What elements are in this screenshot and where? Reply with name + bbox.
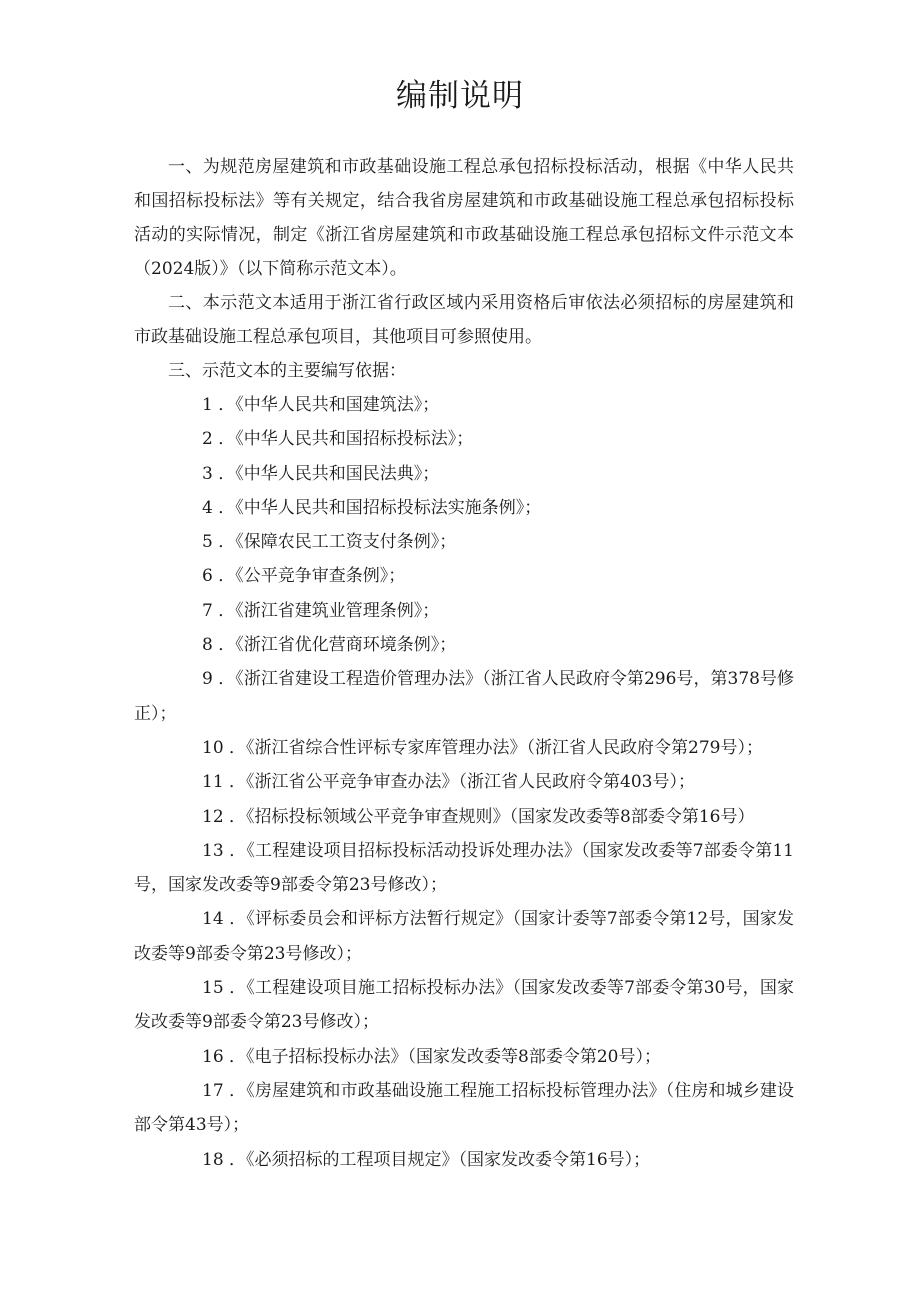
reference-text: 《中华人民共和国建筑法》； [235, 395, 440, 415]
reference-text: 《保障农民工工资支付条例》； [235, 532, 457, 553]
reference-separator: ． [212, 566, 236, 587]
reference-number: 13 [202, 840, 224, 861]
reference-separator: ． [223, 1149, 247, 1170]
reference-separator: ． [223, 909, 247, 930]
reference-item [134, 1040, 794, 1074]
reference-item [134, 628, 794, 662]
reference-text: 《房屋建筑和市政基础设施工程施工招标投标管理办法》（住房和城乡建设部令第43号）； [134, 1080, 795, 1136]
reference-number: 2 [202, 429, 213, 450]
reference-item [134, 834, 794, 903]
reference-text: 《必须招标的工程项目规定》（国家发改委令第16号）； [246, 1149, 651, 1170]
paragraph-purpose: 一、为规范房屋建筑和市政基础设施工程总承包招标投标活动，根据《中华人民共和国招标投标法》等有关规定，结合我省房屋建筑和市政基础设施工程总承包招标投标活动的实际情况，制定《浙江省房屋建筑和市政基础设施工程总承包招标文件示范文本（2024版）》（以下简称示范文本）。 [134, 157, 794, 279]
reference-number: 4 [202, 497, 213, 518]
reference-number: 18 [202, 1149, 224, 1170]
reference-text: 《浙江省优化营商环境条例》； [235, 635, 457, 656]
reference-number: 8 [202, 635, 213, 656]
reference-number: 5 [202, 532, 213, 553]
reference-text: 《浙江省公平竞争审查办法》（浙江省人民政府令第403号）； [246, 772, 695, 793]
reference-item [134, 662, 794, 731]
reference-separator: ． [223, 1080, 247, 1101]
reference-text: 《浙江省建设工程造价管理办法》（浙江省人民政府令第296号，第378号修正）； [134, 669, 794, 724]
reference-number: 12 [202, 806, 224, 827]
reference-separator: ． [223, 737, 247, 758]
reference-separator: ． [212, 635, 236, 656]
reference-list [134, 388, 794, 1177]
reference-item [134, 559, 794, 593]
reference-separator: ． [223, 840, 247, 861]
reference-separator: ． [223, 772, 247, 793]
reference-text: 《评标委员会和评标方法暂行规定》（国家计委等7部委令第12号，国家发改委等9部委令第23号修改）； [134, 909, 794, 964]
reference-text: 《浙江省综合性评标专家库管理办法》（浙江省人民政府令第279号）； [246, 737, 763, 758]
reference-item [134, 422, 794, 456]
document-body [134, 150, 794, 1177]
reference-text: 《中华人民共和国招标投标法》； [235, 429, 474, 450]
reference-item [134, 902, 794, 971]
paragraph-basis-heading: 三、示范文本的主要编写依据： [168, 361, 406, 381]
reference-separator: ． [212, 532, 236, 553]
reference-item [134, 525, 794, 559]
reference-item [134, 731, 794, 765]
reference-number: 10 [202, 737, 224, 758]
reference-item [134, 971, 794, 1040]
reference-number: 14 [202, 909, 224, 930]
reference-separator: ． [223, 806, 247, 827]
reference-item [134, 594, 794, 628]
reference-separator: ． [212, 600, 236, 621]
reference-text: 《招标投标领域公平竞争审查规则》（国家发改委等8部委令第16号） [246, 806, 755, 827]
reference-item [134, 800, 794, 834]
reference-separator: ． [212, 463, 236, 484]
reference-number: 3 [202, 463, 213, 484]
reference-number: 9 [202, 669, 213, 690]
reference-item [134, 1074, 794, 1143]
reference-separator: ． [223, 978, 247, 999]
reference-text: 《浙江省建筑业管理条例》； [235, 600, 440, 621]
reference-text: 《公平竞争审查条例》； [235, 566, 406, 587]
reference-item [134, 491, 794, 525]
reference-number: 7 [202, 600, 213, 621]
reference-separator: ． [223, 1046, 247, 1067]
reference-number: 1 [202, 395, 213, 415]
reference-separator: ． [212, 669, 236, 690]
reference-separator: ． [212, 429, 236, 450]
reference-number: 11 [202, 772, 224, 793]
reference-separator: ． [212, 395, 236, 415]
reference-number: 17 [202, 1080, 224, 1101]
reference-item [134, 457, 794, 491]
reference-text: 《工程建设项目施工招标投标办法》（国家发改委等7部委令第30号，国家发改委等9部委令第23号修改）； [134, 978, 794, 1033]
reference-number: 16 [202, 1046, 224, 1067]
reference-text: 《工程建设项目招标投标活动投诉处理办法》（国家发改委等7部委令第11号，国家发改委等9部委令第23号修改）； [134, 840, 794, 896]
paragraph-scope: 二、本示范文本适用于浙江省行政区域内采用资格后审依法必须招标的房屋建筑和市政基础设施工程总承包项目，其他项目可参照使用。 [134, 293, 794, 347]
reference-number: 15 [202, 978, 224, 999]
reference-item [134, 1143, 794, 1177]
page-title: 编制说明 [396, 78, 524, 114]
reference-separator: ． [212, 497, 236, 518]
reference-text: 《中华人民共和国民法典》； [235, 463, 440, 484]
reference-text: 《电子招标投标办法》（国家发改委等8部委令第20号）； [246, 1046, 661, 1067]
reference-number: 6 [202, 566, 213, 587]
reference-item [134, 388, 794, 422]
reference-item [134, 765, 794, 799]
reference-text: 《中华人民共和国招标投标法实施条例》； [235, 497, 542, 518]
